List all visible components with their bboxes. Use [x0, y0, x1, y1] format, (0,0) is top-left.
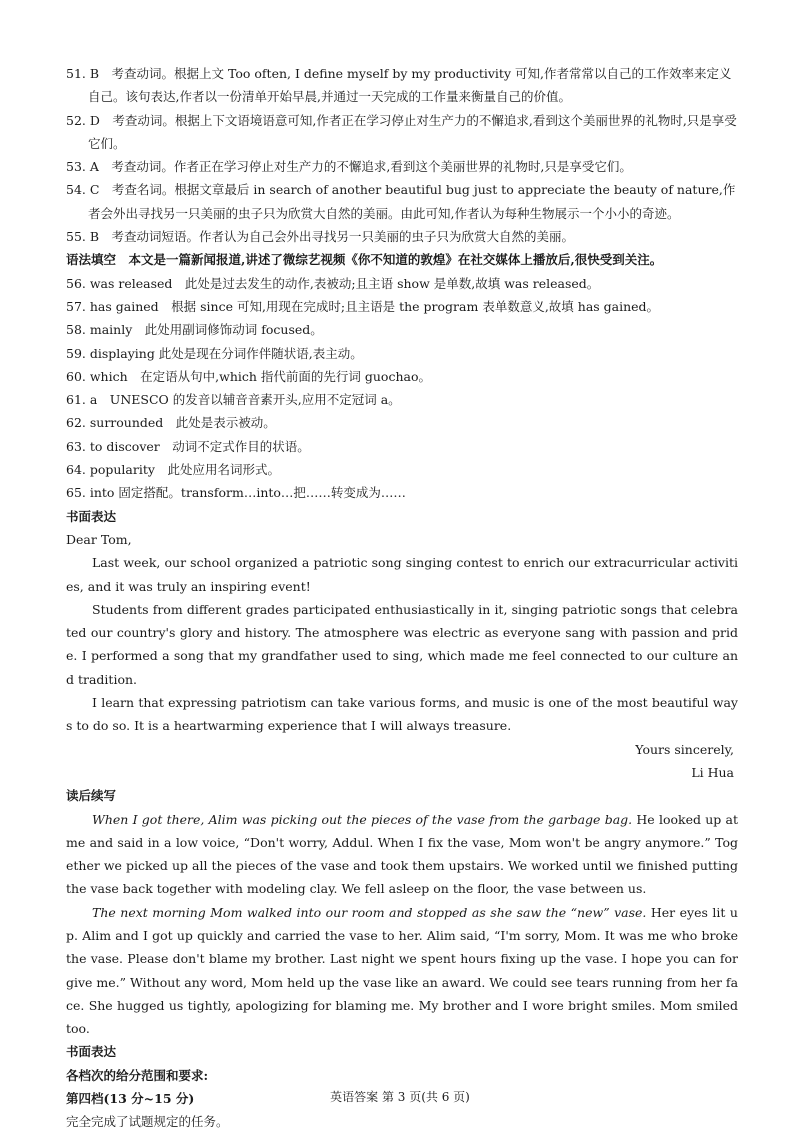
grammar-item: 61. a UNESCO 的发音以辅音音素开头,应用不定冠词 a。 — [66, 392, 401, 408]
continuation-heading: 读后续写 — [66, 788, 117, 804]
answer-51: 51. B 考查动词。根据上文 Too often, I define myself by my productivity 可知,作者常常以自己的工作效率来定义自己。该句表达,作者以一份清单开始早晨,并通过一天完成的工作量来衡量自己的价值。 — [66, 66, 732, 105]
letter-paragraph: Students from different grades participated enthusiastically in it, singing patriotic songs that celebrated our country's glory and history. The atmosphere was electric as everyone sang with passion and pride. I performed a song that my grandfather used to sing, which made me feel connected to our culture and tradition. — [66, 601, 738, 687]
grammar-item: 65. into 固定搭配。transform…into…把……转变成为…… — [66, 485, 406, 501]
answer-52: 52. D 考查动词。根据上下文语境语意可知,作者正在学习停止对生产力的不懈追求,看到这个美丽世界的礼物时,只是享受它们。 — [66, 112, 737, 151]
continuation-body: Her eyes lit up. Alim and I got up quickly and carried the vase to her. Alim said, “I'm sorry, Mom. It was me who broke the vase. Please don't blame my brother. Last night we spent hours fixing up the vase. I hope you can forgive me.” Without any word, Mom held up the vase like an award. We could see tears running from her face. She hugged us tightly, apologizing for blaming me. My brother and I wore bright smiles. Mom smiled too. — [66, 904, 739, 1037]
letter-paragraph: Last week, our school organized a patriotic song singing contest to enrich our extracurricular activities, and it was truly an inspiring event! — [66, 555, 738, 594]
page-footer: 英语答案 第 3 页(共 6 页) — [330, 1090, 470, 1104]
scoring-tier: 第四档(13 分~15 分) — [66, 1091, 195, 1107]
continuation-lead-sentence: When I got there, Alim was picking out the pieces of the vase from the garbage bag. — [92, 811, 633, 827]
continuation-paragraph-1 — [66, 808, 738, 901]
grammar-item: 59. displaying 此处是现在分词作伴随状语,表主动。 — [66, 345, 363, 361]
grammar-item: 62. surrounded 此处是表示被动。 — [66, 415, 276, 431]
grammar-item: 63. to discover 动词不定式作目的状语。 — [66, 438, 310, 454]
continuation-body: He looked up at me and said in a low voice, “Don't worry, Addul. When I fix the vase, Mom won't be angry anymore.” Together we picked up all the pieces of the vase and took them upstairs. We worked until we finished putting the vase back together with modeling clay. We fell asleep on the floor, the vase between us. — [66, 811, 738, 897]
grammar-item: 58. mainly 此处用副词修饰动词 focused。 — [66, 322, 323, 338]
grammar-item: 60. which 在定语从句中,which 指代前面的先行词 guochao。 — [66, 368, 431, 384]
grammar-item: 64. popularity 此处应用名词形式。 — [66, 462, 280, 478]
letter-signature: Li Hua — [691, 764, 734, 780]
letter-closing: Yours sincerely, — [635, 741, 734, 757]
grammar-heading: 语法填空 本文是一篇新闻报道,讲述了微综艺视频《你不知道的敦煌》在社交媒体上播放后,很快受到关注。 — [66, 252, 663, 268]
scoring-heading: 书面表达 — [66, 1044, 117, 1060]
continuation-paragraph-2 — [66, 901, 738, 1041]
grammar-item: 57. has gained 根据 since 可知,用现在完成时;且主语是 the program 表单数意义,故填 has gained。 — [66, 298, 660, 314]
answer-55: 55. B 考查动词短语。作者认为自己会外出寻找另一只美丽的虫子只为欣赏大自然的美丽。 — [66, 229, 575, 245]
letter-paragraph: I learn that expressing patriotism can take various forms, and music is one of the most beautiful ways to do so. It is a heartwarming experience that I will always treasure. — [66, 695, 738, 734]
page-content — [66, 62, 738, 1134]
answer-53: 53. A 考查动词。作者正在学习停止对生产力的不懈追求,看到这个美丽世界的礼物时,只是享受它们。 — [66, 159, 632, 175]
grammar-item: 56. was released 此处是过去发生的动作,表被动;且主语 show 是单数,故填 was released。 — [66, 275, 600, 291]
continuation-lead-sentence: The next morning Mom walked into our room and stopped as she saw the “new” vase. — [92, 904, 647, 920]
letter-greeting: Dear Tom, — [66, 531, 132, 547]
scoring-subheading: 各档次的给分范围和要求: — [66, 1067, 209, 1083]
answer-54: 54. C 考查名词。根据文章最后 in search of another beautiful bug just to appreciate the beauty of nature,作者会外出寻找另一只美丽的虫子只为欣赏大自然的美丽。由此可知,作者认为每种生物展示一个小小的奇迹。 — [66, 182, 736, 221]
scoring-description: 完全完成了试题规定的任务。 — [66, 1114, 229, 1130]
writing-heading: 书面表达 — [66, 508, 117, 524]
